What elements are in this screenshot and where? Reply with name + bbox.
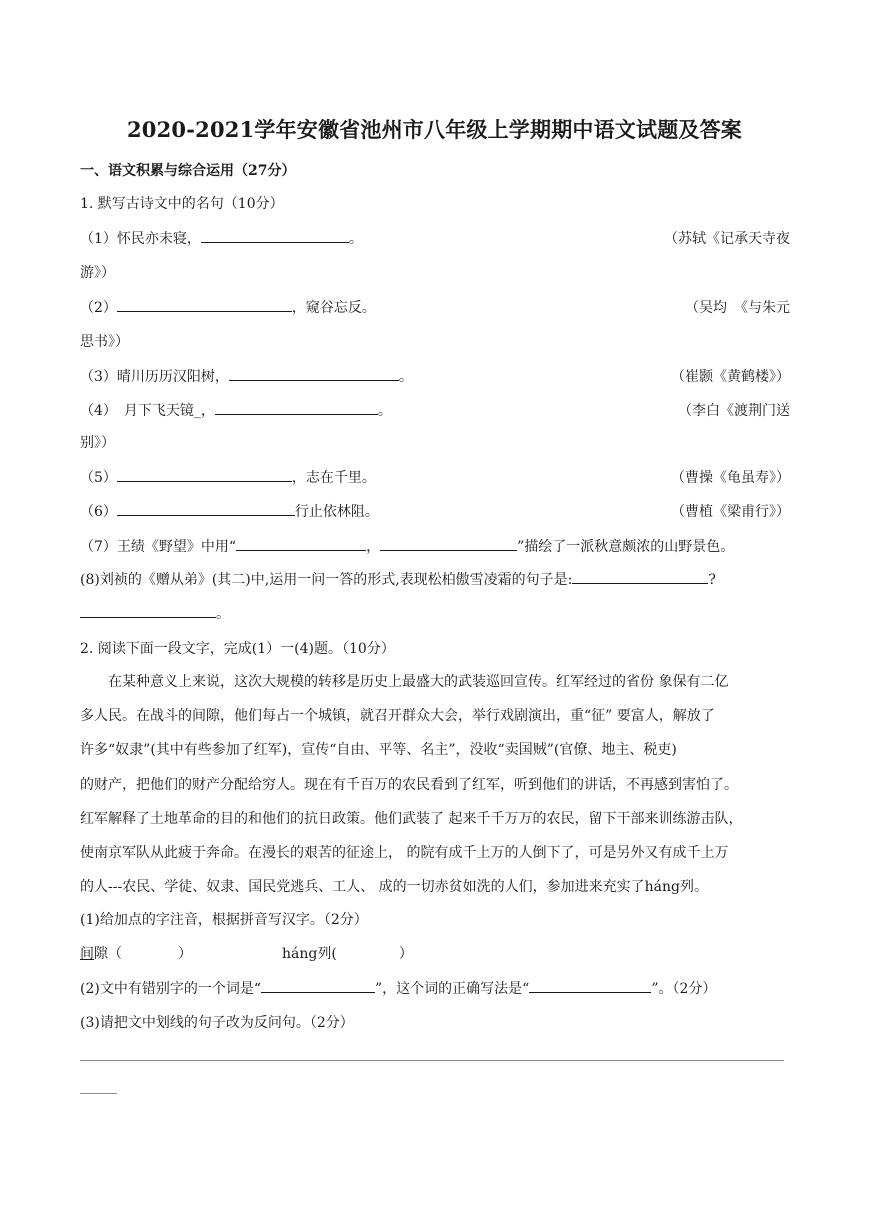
passage-line: 的人---农民、学徒、奴隶、国民党逃兵、工人、 成的一切赤贫如洗的人们，参加进来充实了háng列。 [80,879,708,895]
q2-sub3: (3)请把文中划线的句子改为反问句。（2分） [80,1015,354,1031]
question-2-stem: 2. 阅读下面一段文字，完成(1）一(4)题。（10分） [80,641,395,657]
q1-item-4-source-cont: 别》） [80,435,115,451]
answer-blank[interactable] [117,299,292,312]
passage-line: 的财产，把他们的财产分配给穷人。现在有千百万的农民看到了红军，听到他们的讲话，不再感到害怕了。 [80,777,738,793]
dotted-char: 间 [80,946,94,962]
answer-blank[interactable] [80,605,216,618]
answer-blank[interactable] [380,538,517,551]
q1-item-4-source: （李白《渡荆门送 [678,403,790,419]
q1-item-6-source: （曹植《梁甫行》） [671,504,790,520]
passage-line: 多人民。在战斗的间隙，他们每占一个城镇，就召开群众大会，举行戏剧演出，重“征” 要富人，解放了 [80,708,715,724]
q1-item-1-source: （苏轼《记承天寺夜 [664,231,790,247]
q1-item-7: （7）王绩《野望》中用“ ， ”描绘了一派秋意颇浓的山野景色。 [80,539,735,555]
answer-blank[interactable] [229,368,399,381]
q2-sub1-answers: 间隙（ ） háng列( ） [80,946,413,962]
q1-item-8-cont: 。 [80,603,790,623]
answer-blank[interactable] [236,538,366,551]
passage-line: 红军解释了土地革命的目的和他们的抗日政策。他们武装了 起来千千万万的农民，留下干部来训练游击队， [80,811,743,827]
q1-item-1-source-cont: 游》） [80,265,115,281]
q2-sub1-stem: (1)给加点的字注音，根据拼音写汉字。（2分） [80,912,368,928]
q1-item-5-source: （曹操《龟虽寿》） [671,470,790,486]
answer-blank[interactable] [529,980,651,993]
answer-line-cont[interactable] [80,1093,117,1094]
answer-blank[interactable] [117,503,295,516]
passage-line: 在某种意义上来说，这次大规模的转移是历史上最盛大的武装巡回宣传。红军经过的省份 象保有二亿 [108,674,729,690]
q2-sub2: (2)文中有错别字的一个词是“ ”，这个词的正确写法是“ ”。（2分） [80,981,717,997]
q1-item-6: （6） 行止依林阻。 [80,504,379,520]
q1-item-2-source-cont: 思书》） [80,334,129,350]
answer-blank[interactable] [117,469,292,482]
passage-line: 许多“奴隶”(其中有些参加了红军)，宣传“自由、平等、名主”，没收“卖国贼”(官僚、地主、税吏) [80,742,677,758]
q1-item-3: （3）晴川历历汉阳树， 。 [80,369,413,385]
section-heading: 一、语文积累与综合运用（27分） [80,163,296,179]
answer-line[interactable] [80,1060,784,1061]
question-1-stem: 1. 默写古诗文中的名句（10分） [80,196,284,212]
q1-item-8: (8)刘祯的《赠从弟》(其二)中,运用一问一答的形式,表现松柏傲雪凌霜的句子是: ? [80,572,716,588]
q1-item-5: （5） ，志在千里。 [80,470,376,486]
answer-blank[interactable] [261,980,375,993]
q1-item-1: （1）怀民亦未寝， 。 [80,231,363,247]
q1-item-4: （4） 月下飞天镜_， 。 [80,403,392,419]
answer-blank[interactable] [572,571,708,584]
q1-item-2-source: （吴均 《与朱元 [685,300,790,316]
q1-item-2: （2） ，窥谷忘反。 [80,300,376,316]
answer-blank[interactable] [201,230,349,243]
page-title: 2020-2021学年安徽省池州市八年级上学期期中语文试题及答案 [126,117,742,142]
answer-blank[interactable] [215,402,378,415]
passage-line: 使南京军队从此疲于奔命。在漫长的艰苦的征途上， 的院有成千上万的人倒下了，可是另外又有成千上万 [80,845,729,861]
q1-item-3-source: （崔颢《黄鹤楼》） [671,369,790,385]
